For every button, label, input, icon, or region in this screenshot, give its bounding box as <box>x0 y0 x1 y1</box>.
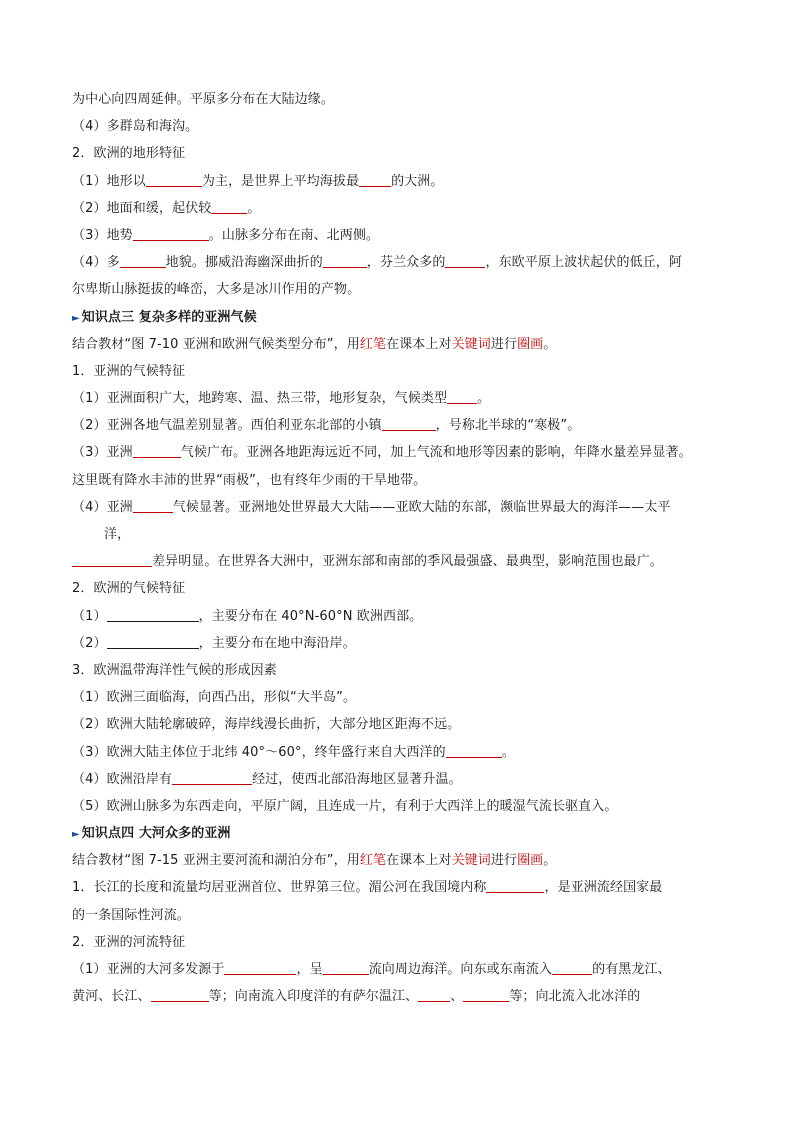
text: （2）欧洲大陆轮廓破碎，海岸线漫长曲折，大部分地区距海不远。 <box>72 717 461 733</box>
text-line <box>72 276 732 303</box>
text-line <box>72 521 732 548</box>
text-line <box>72 983 732 1010</box>
fill-blank[interactable] <box>359 172 391 187</box>
fill-blank[interactable] <box>133 498 173 513</box>
instruction-line <box>72 331 732 358</box>
text: （4）亚洲 <box>72 499 133 515</box>
text: 为主，是世界上平均海拔最 <box>201 173 360 189</box>
text-line <box>72 195 732 222</box>
text-line <box>72 249 732 276</box>
text: 的大洲。 <box>391 173 444 189</box>
highlight-text: 圈画 <box>517 336 544 352</box>
text: 差异明显。在世界各大洲中，亚洲东部和南部的季风最强盛、最典型，影响范围也最广。 <box>152 554 663 570</box>
text: 知识点三 复杂多样的亚洲气候 <box>81 309 257 325</box>
text: 气候显著。亚洲地处世界最大大陆——亚欧大陆的东部，濒临世界最大的海洋——太平 <box>172 499 671 515</box>
text: 等；向北流入北冰洋的 <box>509 989 641 1005</box>
text: （3）欧洲大陆主体位于北纬 40°～60°，终年盛行来自大西洋的 <box>72 744 446 760</box>
text: 。 <box>543 336 557 352</box>
text: 1．亚洲的气候特征 <box>72 363 186 379</box>
text: （1）亚洲面积广大，地跨寒、温、热三带，地形复杂，气候类型 <box>72 391 448 407</box>
fill-blank[interactable] <box>446 743 502 758</box>
text: ，主要分布在 40°N-60°N 欧洲西部。 <box>198 608 423 624</box>
text: 进行 <box>490 853 518 869</box>
text: （3）亚洲 <box>72 445 133 461</box>
document-page <box>72 86 732 1010</box>
text: 2．亚洲的河流特征 <box>72 934 186 950</box>
fill-blank[interactable] <box>133 443 181 458</box>
text-line <box>72 603 732 630</box>
fill-blank[interactable] <box>552 960 592 975</box>
text: 。 <box>477 391 491 407</box>
fill-blank[interactable] <box>107 634 199 649</box>
text: 。 <box>543 853 557 869</box>
text: 、 <box>450 989 464 1005</box>
fill-blank[interactable] <box>486 878 544 893</box>
fill-blank[interactable] <box>323 253 367 268</box>
fill-blank[interactable] <box>445 253 485 268</box>
text: 尔卑斯山脉挺拔的峰峦，大多是冰川作用的产物。 <box>72 282 361 298</box>
triangle-marker-icon: ► <box>72 829 80 841</box>
section-heading <box>72 657 732 684</box>
text: ，主要分布在地中海沿岸。 <box>198 635 356 651</box>
triangle-marker-icon: ► <box>72 312 80 324</box>
fill-blank[interactable] <box>418 987 450 1002</box>
text: ，号称北半球的“寒极”。 <box>435 418 581 434</box>
text: 洋， <box>104 527 131 542</box>
text-line <box>72 222 732 249</box>
text: 在课本上对 <box>386 853 452 869</box>
fill-blank[interactable] <box>211 199 247 214</box>
text: 2．欧洲的地形特征 <box>72 146 186 162</box>
fill-blank[interactable] <box>447 389 477 404</box>
text: （4）多 <box>72 255 120 271</box>
text: 。 <box>501 744 515 760</box>
fill-blank[interactable] <box>323 960 369 975</box>
fill-blank[interactable] <box>382 416 436 431</box>
text: ，东欧平原上波状起伏的低丘，阿 <box>485 255 682 271</box>
text: 流向周边海洋。向东或东南流入 <box>368 962 553 977</box>
text-line <box>72 766 732 793</box>
fill-blank[interactable] <box>146 172 202 187</box>
fill-blank[interactable] <box>120 253 166 268</box>
text: 地貌。挪威沿海幽深曲折的 <box>165 255 323 271</box>
section-heading <box>72 358 732 385</box>
text-line <box>72 793 732 820</box>
fill-blank[interactable] <box>72 552 152 567</box>
highlight-text: 关键词 <box>451 853 491 869</box>
text: 经过，使西北部沿海地区显著升温。 <box>252 771 462 787</box>
text-line <box>72 956 732 983</box>
text: ，是亚洲流经国家最 <box>544 880 663 896</box>
fill-blank[interactable] <box>133 226 209 241</box>
fill-blank[interactable] <box>463 987 509 1002</box>
text-line <box>72 168 732 195</box>
highlight-text: 红笔 <box>359 853 387 869</box>
text-line <box>72 711 732 738</box>
text-line <box>72 548 732 575</box>
section-heading <box>72 575 732 602</box>
highlight-text: 圈画 <box>517 853 544 869</box>
text: ，芬兰众多的 <box>366 255 446 271</box>
text: （2） <box>72 635 107 651</box>
text-line <box>72 439 732 466</box>
text-line <box>72 630 732 657</box>
highlight-text: 红笔 <box>359 336 387 352</box>
text: 的有黑龙江、 <box>592 962 671 977</box>
text-line <box>72 385 732 412</box>
instruction-line <box>72 847 732 874</box>
text-line <box>72 902 732 929</box>
highlight-text: 关键词 <box>451 336 491 352</box>
text: 。山脉多分布在南、北两侧。 <box>208 227 380 243</box>
text: （4）欧洲沿岸有 <box>72 771 173 787</box>
text-line <box>72 412 732 439</box>
text: 黄河、长江、 <box>72 989 151 1005</box>
text: （2）亚洲各地气温差别显著。西伯利亚东北部的小镇 <box>72 418 382 434</box>
text-line <box>72 113 732 140</box>
text: 的一条国际性河流。 <box>72 907 190 923</box>
text-line <box>72 739 732 766</box>
text: 知识点四 大河众多的亚洲 <box>81 826 231 842</box>
text-line <box>72 467 732 494</box>
text-line <box>72 494 732 521</box>
text: （3）地势 <box>72 227 133 243</box>
text-line <box>72 874 732 901</box>
text: （5）欧洲山脉多为东西走向，平原广阔，且连成一片，有利于大西洋上的暖湿气流长驱直入。 <box>72 798 618 814</box>
text-line <box>72 86 732 113</box>
fill-blank[interactable] <box>172 770 252 785</box>
text: 等；向南流入印度洋的有萨尔温江、 <box>208 989 419 1005</box>
text: 气候广布。亚洲各地距海远近不同，加上气流和地形等因素的影响，年降水量差异显著。 <box>180 445 692 461</box>
text: ，呈 <box>296 962 323 977</box>
text: 这里既有降水丰沛的世界“雨极”，也有终年少雨的干旱地带。 <box>72 472 427 488</box>
text: （1） <box>72 608 107 624</box>
text: 为中心向四周延伸。平原多分布在大陆边缘。 <box>72 92 335 107</box>
fill-blank[interactable] <box>107 607 199 622</box>
section-heading <box>72 140 732 167</box>
text: （4）多群岛和海沟。 <box>72 119 199 135</box>
text: 3．欧洲温带海洋性气候的形成因素 <box>72 662 277 678</box>
text: 1．长江的长度和流量均居亚洲首位、世界第三位。湄公河在我国境内称 <box>72 880 487 896</box>
text: （1）欧洲三面临海，向西凸出，形似“大半岛”。 <box>72 690 357 706</box>
text: 在课本上对 <box>386 336 452 352</box>
text: 进行 <box>490 336 518 352</box>
text: （2）地面和缓，起伏较 <box>72 200 212 216</box>
fill-blank[interactable] <box>224 960 296 975</box>
text: （1）地形以 <box>72 173 146 189</box>
text-line <box>72 684 732 711</box>
text: 2．欧洲的气候特征 <box>72 581 186 597</box>
text: 结合教材“图 7-10 亚洲和欧洲气候类型分布”，用 <box>72 336 360 352</box>
text: （1）亚洲的大河多发源于 <box>72 962 225 977</box>
fill-blank[interactable] <box>151 987 209 1002</box>
knowledge-point-heading <box>72 304 732 331</box>
knowledge-point-heading <box>72 820 732 847</box>
section-heading <box>72 929 732 956</box>
text: 。 <box>247 200 261 216</box>
text: 结合教材“图 7-15 亚洲主要河流和湖泊分布”，用 <box>72 853 360 869</box>
